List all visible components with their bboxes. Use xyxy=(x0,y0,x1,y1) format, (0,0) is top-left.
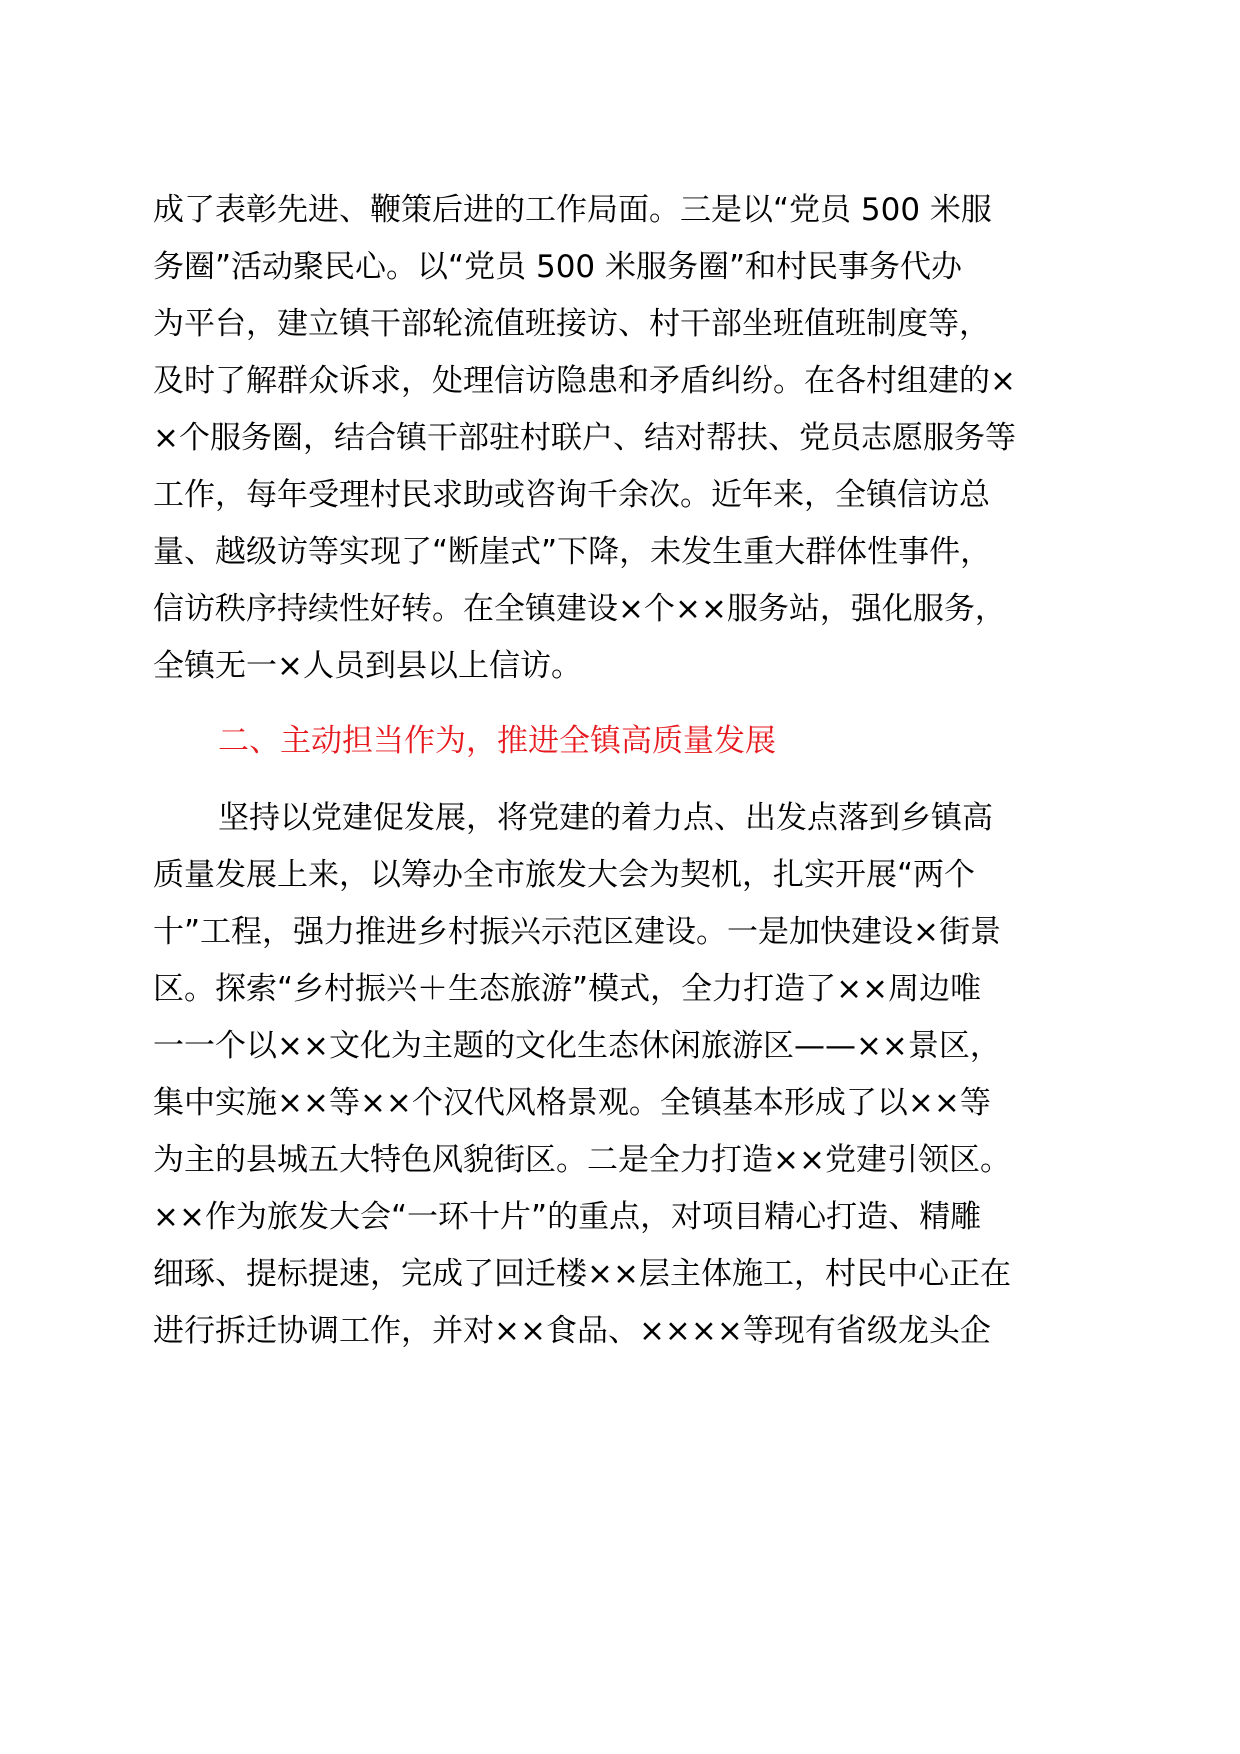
paragraph-1-line-2: 务圈”活动聚民心。以“党员 500 米服务圈”和村民事务代办 xyxy=(153,249,963,285)
paragraph-2-line-6: 集中实施××等××个汉代风格景观。全镇基本形成了以××等 xyxy=(153,1085,991,1121)
paragraph-2-line-4: 区。探索“乡村振兴＋生态旅游”模式，全力打造了××周边唯 xyxy=(153,971,982,1007)
paragraph-1-line-9: 全镇无一×人员到县以上信访。 xyxy=(153,648,582,684)
section-heading: 二、主动担当作为，推进全镇高质量发展 xyxy=(218,723,776,759)
paragraph-2-line-9: 细琢、提标提速，完成了回迁楼××层主体施工，村民中心正在 xyxy=(153,1256,1011,1292)
paragraph-2-line-1: 坚持以党建促发展，将党建的着力点、出发点落到乡镇高 xyxy=(218,800,993,836)
paragraph-1-line-8: 信访秩序持续性好转。在全镇建设×个××服务站，强化服务， xyxy=(153,591,1006,627)
paragraph-2-line-2: 质量发展上来，以筹办全市旅发大会为契机，扎实开展“两个 xyxy=(153,857,976,893)
paragraph-1-line-3: 为平台，建立镇干部轮流值班接访、村干部坐班值班制度等， xyxy=(153,306,990,342)
paragraph-1-line-1: 成了表彰先进、鞭策后进的工作局面。三是以“党员 500 米服 xyxy=(153,192,992,228)
paragraph-1-line-7: 量、越级访等实现了“断崖式”下降，未发生重大群体性事件， xyxy=(153,534,992,570)
paragraph-2-line-7: 为主的县城五大特色风貌街区。二是全力打造××党建引领区。 xyxy=(153,1142,1011,1178)
paragraph-2-line-5: 一一个以××文化为主题的文化生态休闲旅游区——××景区， xyxy=(153,1028,1001,1064)
paragraph-2-line-10: 进行拆迁协调工作，并对××食品、××××等现有省级龙头企 xyxy=(153,1313,991,1349)
paragraph-2-line-3: 十”工程，强力推进乡村振兴示范区建设。一是加快建设×街景 xyxy=(153,914,1002,950)
paragraph-2-line-8: ××作为旅发大会“一环十片”的重点，对项目精心打造、精雕 xyxy=(153,1199,982,1235)
paragraph-1-line-5: ×个服务圈，结合镇干部驻村联户、结对帮扶、党员志愿服务等 xyxy=(153,420,1016,456)
paragraph-1-line-4: 及时了解群众诉求，处理信访隐患和矛盾纠纷。在各村组建的× xyxy=(153,363,1016,399)
paragraph-1-line-6: 工作，每年受理村民求助或咨询千余次。近年来，全镇信访总 xyxy=(153,477,990,513)
